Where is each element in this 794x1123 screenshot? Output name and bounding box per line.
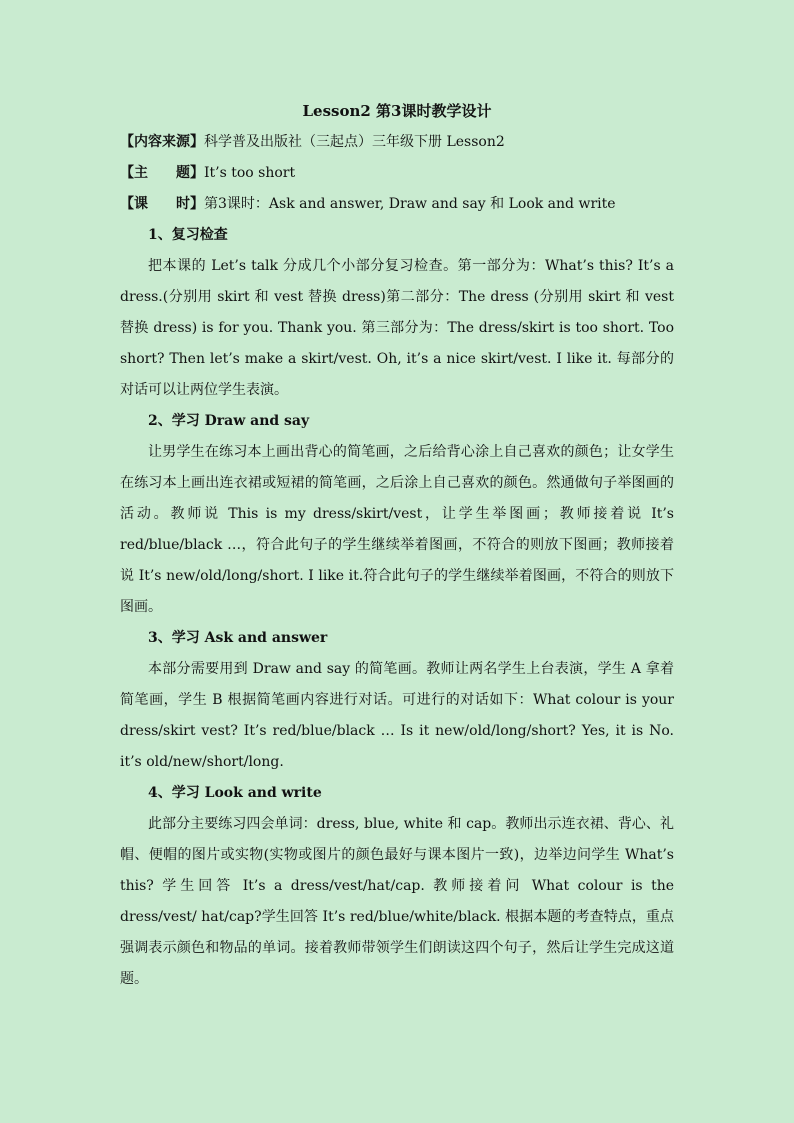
section-body-review: 把本课的 Let’s talk 分成几个小部分复习检查。第一部分为：What’s this? It’s a dress.(分别用 skirt 和 vest 替换 dress)第二部分：The dress (分别用 skirt 和 vest 替换 dress) is for you. Thank you. 第三部分为：The dress/skirt is too short. Too short? Then let’s make a skirt/vest. Oh, it’s a nice skirt/vest. I like it. 每部分的对话可以让两位学生表演。 xyxy=(120,258,674,398)
section-heading-look-and-write: 4、学习 Look and write xyxy=(148,785,322,801)
source-line xyxy=(120,127,674,158)
lesson-document xyxy=(120,96,674,995)
period-value: 第3课时：Ask and answer, Draw and say 和 Look and write xyxy=(204,196,616,212)
section-heading-review: 1、复习检查 xyxy=(148,227,228,243)
topic-label: 【主 题】 xyxy=(120,165,204,181)
topic-line xyxy=(120,158,674,189)
document-title: Lesson2 第3课时教学设计 xyxy=(302,102,492,120)
section-heading-draw-and-say: 2、学习 Draw and say xyxy=(148,413,310,429)
section-body-draw-and-say: 让男学生在练习本上画出背心的简笔画，之后给背心涂上自己喜欢的颜色；让女学生在练习本上画出连衣裙或短裙的简笔画，之后涂上自己喜欢的颜色。然通做句子举图画的活动。教师说 This is my dress/skirt/vest，让学生举图画；教师接着说 It’s red/blue/black …，符合此句子的学生继续举着图画，不符合的则放下图画；教师接着说 It’s new/old/long/short. I like it.符合此句子的学生继续举着图画，不符合的则放下图画。 xyxy=(120,444,674,615)
topic-value: It’s too short xyxy=(204,165,296,181)
source-label: 【内容来源】 xyxy=(120,134,204,150)
section-body-look-and-write: 此部分主要练习四会单词：dress, blue, white 和 cap。教师出示连衣裙、背心、礼帽、便帽的图片或实物(实物或图片的颜色最好与课本图片一致)，边举边问学生 What’s this? 学生回答 It’s a dress/vest/hat/cap. 教师接着问 What colour is the dress/vest/ hat/cap?学生回答 It’s red/blue/white/black. 根据本题的考查特点，重点强调表示颜色和物品的单词。接着教师带领学生们朗读这四个句子，然后让学生完成这道题。 xyxy=(120,816,674,987)
period-line xyxy=(120,189,674,220)
source-value: 科学普及出版社（三起点）三年级下册 Lesson2 xyxy=(204,134,505,150)
section-heading-ask-and-answer: 3、学习 Ask and answer xyxy=(148,630,328,646)
section-body-ask-and-answer: 本部分需要用到 Draw and say 的简笔画。教师让两名学生上台表演，学生 A 拿着简笔画，学生 B 根据简笔画内容进行对话。可进行的对话如下：What colour is your dress/skirt vest? It’s red/blue/black … Is it new/old/long/short? Yes, it is No. it’s old/new/short/long. xyxy=(120,661,674,770)
period-label: 【课 时】 xyxy=(120,196,204,212)
